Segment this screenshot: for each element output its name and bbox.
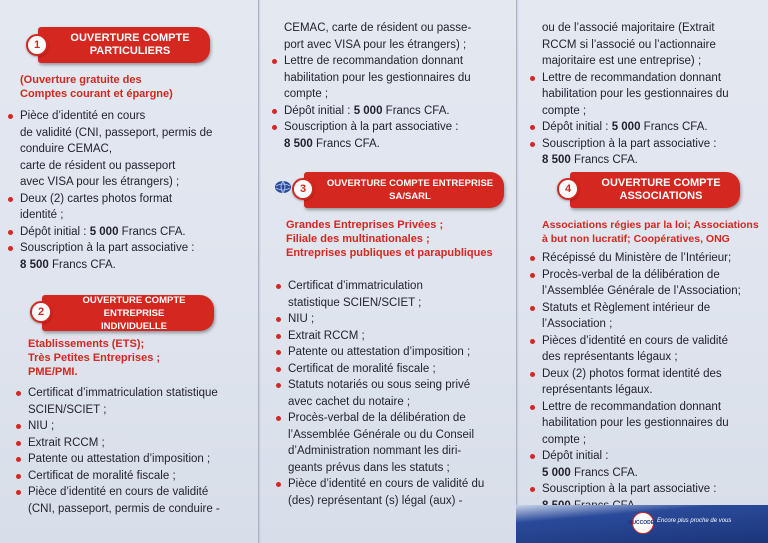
bullet-icon [276, 482, 281, 487]
bullet-icon [276, 284, 281, 289]
list-item-text: statistique SCIEN/SCIET ; [288, 296, 422, 309]
section-2-subtitle [28, 337, 160, 379]
list-item [528, 366, 764, 383]
list-item [274, 344, 514, 361]
bullet-icon [16, 490, 21, 495]
list-item-text: Lettre de recommandation donnant [284, 55, 464, 67]
section-2-banner [42, 295, 214, 331]
list-item [6, 191, 254, 208]
bullet-icon [276, 367, 281, 372]
list-item-text: (des) représentant (s) légal (aux) - [288, 494, 463, 507]
bullet-icon [272, 59, 277, 64]
list-item [528, 399, 764, 416]
list-item [270, 103, 514, 120]
list-item [528, 448, 764, 465]
section-4-subtitle [542, 218, 759, 246]
bullet-icon [16, 474, 21, 479]
section-2-requirements-list [14, 385, 254, 517]
bullet-icon [530, 454, 535, 459]
list-item-text: Souscription à la part associative : [284, 121, 459, 133]
section-1-subtitle-line2: Comptes courant et épargne) [20, 88, 173, 100]
list-item-text: habilitation pour les gestionnaires du [284, 71, 471, 84]
amount-value: 8 500 [542, 154, 571, 166]
list-item-text: CEMAC, carte de résident ou passe- [284, 22, 472, 34]
section-4-requirements-list [528, 250, 764, 514]
list-item [528, 349, 764, 366]
list-item-text: Procès-verbal de la délibération de [288, 412, 466, 424]
list-item [274, 278, 514, 295]
list-item-text: SCIEN/SCIET ; [28, 403, 107, 416]
currency-label: Francs CFA. [640, 121, 708, 133]
list-item [274, 427, 514, 444]
list-item-text: d’Administration nommant les diri- [288, 445, 462, 457]
list-item [528, 481, 764, 498]
list-item-text: Souscription à la part associative : [542, 483, 717, 495]
section-1-requirements-list [6, 108, 254, 273]
list-item [6, 141, 254, 158]
muccodec-logo: MUCCODEC [632, 512, 654, 534]
list-item [528, 415, 764, 432]
bullet-icon [530, 405, 535, 410]
list-item-text: avec cachet du notaire ; [288, 395, 411, 408]
list-item-text: Certificat de moralité fiscale ; [28, 469, 176, 482]
currency-label: Francs CFA. [570, 154, 638, 166]
list-item-text: Statuts notariés ou sous seing privé [288, 379, 471, 391]
list-item-text: compte ; [542, 104, 587, 117]
bullet-icon [530, 372, 535, 377]
list-item [14, 451, 254, 468]
bullet-icon [8, 230, 13, 235]
list-item-text: Deux (2) cartes photos format [20, 192, 173, 205]
amount-value: 5 000 [542, 466, 571, 479]
list-item-text: Certificat d’immatriculation statistique [28, 387, 218, 399]
list-item-text: identité ; [20, 209, 64, 221]
list-item-text: carte de résident ou passeport [20, 159, 176, 172]
list-item [6, 257, 254, 274]
list-item [6, 174, 254, 191]
list-item [528, 267, 764, 284]
list-item [528, 465, 764, 482]
list-item-text: l’Assemblée Générale de l’Association; [542, 285, 741, 297]
list-item [14, 418, 254, 435]
list-item [270, 20, 514, 37]
bullet-icon [16, 457, 21, 462]
list-item [528, 432, 764, 449]
list-item-text: port avec VISA pour les étrangers) ; [284, 38, 467, 51]
list-item-text: compte ; [284, 88, 329, 100]
bullet-icon [530, 339, 535, 344]
list-item [14, 435, 254, 452]
list-item [270, 136, 514, 153]
list-item-text: geants prévus dans les statuts ; [288, 461, 450, 474]
list-item-text: Certificat d’immatriculation [288, 280, 423, 292]
list-item [528, 250, 764, 267]
section-1-subtitle [20, 73, 173, 101]
section-3-subtitle-line2: Filiale des multinationales ; [286, 233, 430, 245]
list-item-text: des représentants légaux ; [542, 351, 678, 363]
list-item-text: (CNI, passeport, permis de conduire - [28, 502, 220, 515]
list-item [274, 311, 514, 328]
section-4-banner [570, 172, 740, 208]
list-item-text: avec VISA pour les étrangers) ; [20, 176, 180, 188]
currency-label: Francs CFA. [382, 104, 450, 117]
list-item [14, 402, 254, 419]
list-item-text: Souscription à la part associative : [542, 137, 717, 150]
list-item [6, 224, 254, 241]
list-item [528, 316, 764, 333]
list-item-text: Dépôt initial : [20, 225, 90, 238]
list-item-text: RCCM si l’associé ou l’actionnaire [542, 38, 716, 51]
list-item [528, 333, 764, 350]
list-item [270, 119, 514, 136]
list-item-text: habilitation pour les gestionnaires du [542, 417, 729, 429]
bullet-icon [530, 76, 535, 81]
list-item [528, 300, 764, 317]
section-1-banner [38, 27, 210, 63]
list-item [274, 410, 514, 427]
footer-slogan: Encore plus proche de vous [657, 518, 732, 524]
globe-icon [274, 180, 292, 194]
amount-value: 5 000 [353, 104, 383, 117]
list-item-text: Dépôt initial : [284, 104, 354, 117]
section-2-subtitle-line2: Très Petites Entreprises ; [28, 352, 161, 364]
list-item [274, 377, 514, 394]
section-4-title-line1: OUVERTURE COMPTE [601, 177, 721, 189]
list-item [270, 37, 514, 54]
list-item-text: de validité (CNI, passeport, permis de [20, 126, 213, 139]
section-3-banner [304, 172, 504, 208]
list-item [274, 476, 514, 493]
list-item-text: NIU ; [28, 420, 55, 432]
section-3-subtitle [286, 218, 493, 260]
list-item-text: Patente ou attestation d’imposition ; [28, 453, 211, 465]
section-3-number-badge: 3 [292, 178, 314, 200]
list-item-text: ou de l’associé majoritaire (Extrait [542, 22, 715, 34]
list-item [270, 86, 514, 103]
list-item [528, 37, 764, 54]
list-item [528, 119, 764, 136]
list-item-text: représentants légaux. [542, 384, 653, 396]
list-item [274, 394, 514, 411]
bullet-icon [530, 487, 535, 492]
bullet-icon [530, 306, 535, 311]
section-3-requirements-list [274, 278, 514, 509]
list-item-text: Procès-verbal de la délibération de [542, 268, 720, 281]
list-item [14, 385, 254, 402]
amount-value: 5 000 [611, 121, 641, 133]
list-item [528, 20, 764, 37]
list-item [14, 484, 254, 501]
bullet-icon [8, 114, 13, 119]
list-item-text: Extrait RCCM ; [28, 436, 105, 449]
section-3-title-line2: SA/SARL [389, 191, 431, 202]
amount-value: 8 500 [284, 137, 313, 150]
list-item [6, 207, 254, 224]
amount-value: 5 000 [89, 225, 119, 238]
list-item-text: Pièce d’identité en cours de validité du [288, 478, 485, 490]
list-item-text: Certificat de moralité fiscale ; [288, 362, 436, 375]
section-2-title-line1: OUVERTURE COMPTE ENTREPRISE [82, 294, 186, 319]
fold-line-1 [258, 0, 261, 543]
list-item [270, 70, 514, 87]
bullet-icon [276, 416, 281, 421]
section-1-title-line1: OUVERTURE COMPTE [70, 32, 190, 44]
section-4-subtitle-line2: à but non lucratif; Coopératives, ONG [542, 233, 730, 245]
bullet-icon [272, 109, 277, 114]
list-item-text: conduire CEMAC, [20, 143, 113, 155]
list-item-text: Souscription à la part associative : [20, 242, 195, 254]
list-item-text: Deux (2) photos format identité des [542, 367, 722, 380]
bullet-icon [8, 246, 13, 251]
list-item [6, 125, 254, 142]
bullet-icon [276, 383, 281, 388]
section-1-title-line2: PARTICULIERS [89, 45, 171, 57]
list-item-text: majoritaire est une entreprise) ; [542, 55, 702, 67]
list-item [528, 103, 764, 120]
list-item [14, 468, 254, 485]
bullet-icon [16, 391, 21, 396]
bullet-icon [530, 142, 535, 147]
list-item-text: Extrait RCCM ; [288, 329, 365, 342]
list-item-text: Dépôt initial : [542, 121, 612, 133]
currency-label: Francs CFA. [118, 225, 186, 238]
list-item-text: Lettre de recommandation donnant [542, 71, 722, 84]
amount-value: 8 500 [20, 258, 49, 271]
section-4-number-badge: 4 [557, 178, 579, 200]
bullet-icon [8, 197, 13, 202]
section-4-subtitle-line1: Associations régies par la loi; Associations [542, 219, 759, 231]
section-1-subtitle-line1: (Ouverture gratuite des [20, 74, 142, 86]
list-item-text: Récépissé du Ministère de l’Intérieur; [542, 252, 732, 264]
section-3-title-line1: OUVERTURE COMPTE ENTREPRISE [326, 178, 494, 189]
bullet-icon [530, 273, 535, 278]
section-3-continued-list [528, 20, 764, 169]
list-item [528, 136, 764, 153]
list-item-text: NIU ; [288, 313, 315, 325]
list-item [6, 158, 254, 175]
bullet-icon [16, 441, 21, 446]
section-2-subtitle-line1: Etablissements (ETS); [28, 338, 145, 350]
list-item [528, 382, 764, 399]
section-2-title-line2: INDIVIDUELLE [101, 320, 167, 332]
list-item-text: Pièces d’identité en cours de validité [542, 334, 729, 347]
currency-label: Francs CFA. [570, 466, 638, 479]
list-item-text: Dépôt initial : [542, 450, 609, 462]
list-item [274, 361, 514, 378]
currency-label: Francs CFA. [312, 137, 380, 150]
bullet-icon [530, 125, 535, 130]
section-3-subtitle-line3: Entreprises publiques et parapubliques [286, 247, 493, 259]
bullet-icon [276, 317, 281, 322]
list-item [528, 86, 764, 103]
section-3-subtitle-line1: Grandes Entreprises Privées ; [286, 219, 444, 231]
list-item-text: habilitation pour les gestionnaires du [542, 88, 729, 100]
list-item [274, 328, 514, 345]
list-item [14, 501, 254, 518]
list-item [6, 108, 254, 125]
fold-line-2 [516, 0, 519, 543]
list-item [274, 295, 514, 312]
bullet-icon [272, 125, 277, 130]
list-item [274, 443, 514, 460]
list-item-text: Pièce d’identité en cours [20, 110, 146, 122]
list-item [274, 493, 514, 510]
list-item [6, 240, 254, 257]
list-item-text: Pièce d’identité en cours de validité [28, 486, 209, 498]
bullet-icon [16, 424, 21, 429]
list-item [528, 53, 764, 70]
bullet-icon [276, 350, 281, 355]
bullet-icon [530, 256, 535, 261]
section-2-continued-list [270, 20, 514, 152]
list-item-text: compte ; [542, 433, 587, 446]
section-4-title-line2: ASSOCIATIONS [619, 190, 703, 202]
list-item [528, 152, 764, 169]
list-item-text: Lettre de recommandation donnant [542, 400, 722, 413]
section-1-number-badge: 1 [26, 34, 48, 56]
list-item-text: l’Association ; [542, 318, 613, 330]
list-item-text: l’Assemblée Générale ou du Conseil [288, 428, 475, 441]
list-item [528, 283, 764, 300]
list-item [528, 70, 764, 87]
section-2-subtitle-line3: PME/PMI. [28, 366, 78, 378]
list-item-text: Statuts et Règlement intérieur de [542, 301, 711, 314]
list-item-text: Patente ou attestation d’imposition ; [288, 346, 471, 358]
list-item [274, 460, 514, 477]
bullet-icon [276, 334, 281, 339]
currency-label: Francs CFA. [48, 258, 116, 271]
list-item [270, 53, 514, 70]
section-2-number-badge: 2 [30, 301, 52, 323]
